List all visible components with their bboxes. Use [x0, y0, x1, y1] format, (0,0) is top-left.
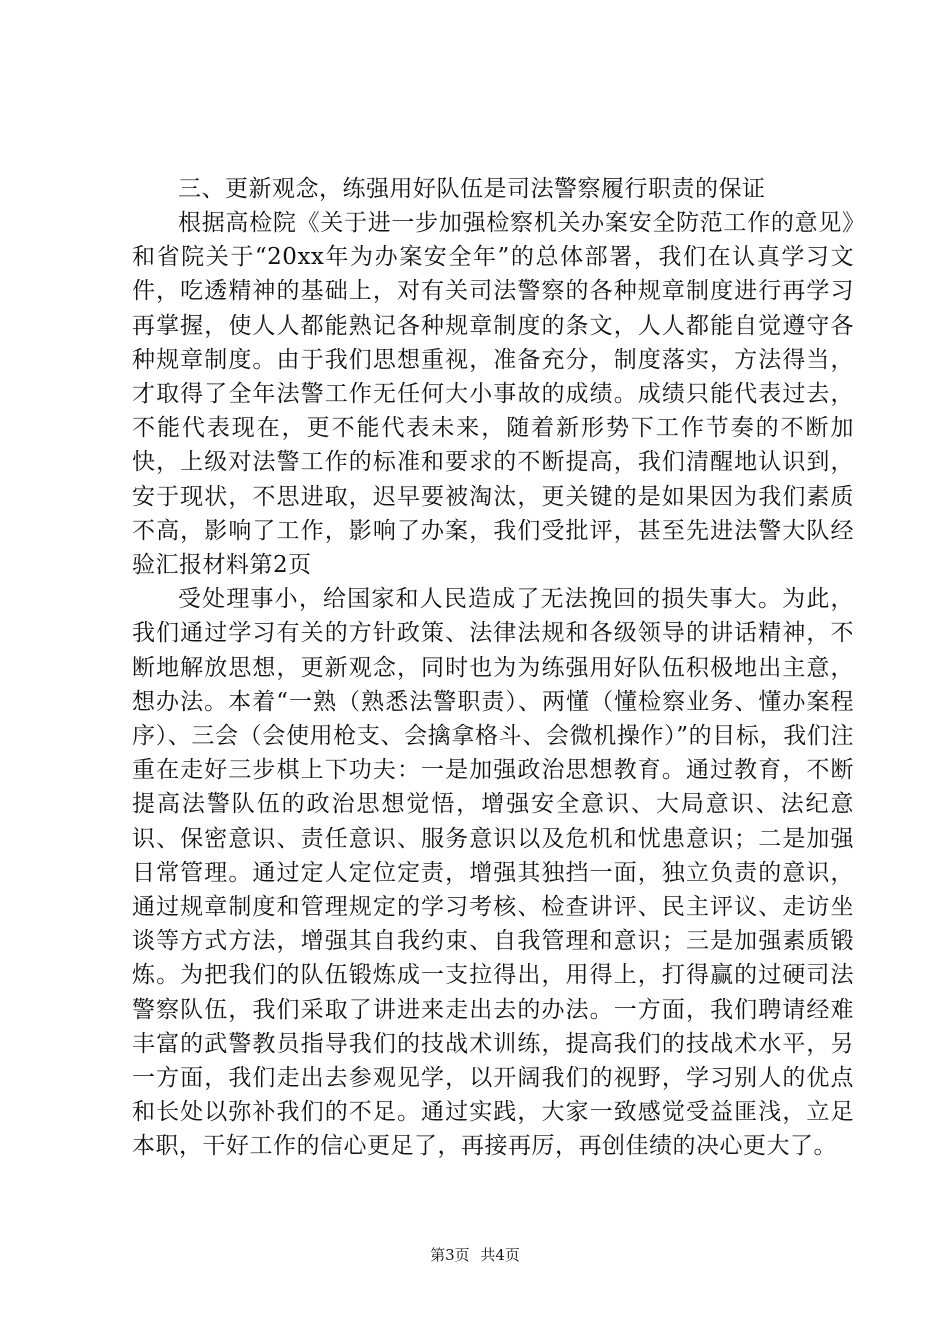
- page-number: 第3页: [430, 1246, 470, 1264]
- body-paragraph-2: 受处理事小，给国家和人民造成了无法挽回的损失事大。为此，我们通过学习有关的方针政策、法律法规和各级领导的讲话精神，不断地解放思想，更新观念，同时也为为练强用好队伍积极地出主意，想办法。本着“一熟（熟悉法警职责）、两懂（懂检察业务、懂办案程序）、三会（会使用枪支、会擒拿格斗、会微机操作）”的目标，我们注重在走好三步棋上下功夫：一是加强政治思想教育。通过教育，不断提高法警队伍的政治思想觉悟，增强安全意识、大局意识、法纪意识、保密意识、责任意识、服务意识以及危机和忧患意识；二是加强日常管理。通过定人定位定责，增强其独挡一面，独立负责的意识，通过规章制度和管理规定的学习考核、检查讲评、民主评议、走访坐谈等方式方法，增强其自我约束、自我管理和意识；三是加强素质锻炼。为把我们的队伍锻炼成一支拉得出，用得上，打得赢的过硬司法警察队伍，我们采取了讲进来走出去的办法。一方面，我们聘请经难丰富的武警教员指导我们的技战术训练，提高我们的技战术水平，另一方面，我们走出去参观见学，以开阔我们的视野，学习别人的优点和长处以弥补我们的不足。通过实践，大家一致感觉受益匪浅，立足本职，干好工作的信心更足了，再接再厉，再创佳绩的决心更大了。: [132, 586, 854, 1160]
- page-footer: [0, 1245, 950, 1265]
- body-paragraph-1: 根据高检院《关于进一步加强检察机关办案安全防范工作的意见》和省院关于“20xx年为办案安全年”的总体部署，我们在认真学习文件，吃透精神的基础上，对有关司法警察的各种规章制度进行再学习再掌握，使人人都能熟记各种规章制度的条文，人人都能自觉遵守各种规章制度。由于我们思想重视，准备充分，制度落实，方法得当，才取得了全年法警工作无任何大小事故的成绩。成绩只能代表过去，不能代表现在，更不能代表未来，随着新形势下工作节奏的不断加快，上级对法警工作的标准和要求的不断提高，我们清醒地认识到，安于现状，不思进取，迟早要被淘汰，更关键的是如果因为我们素质不高，影响了工作，影响了办案，我们受批评，甚至先进法警大队经验汇报材料第2页: [132, 210, 854, 579]
- section-heading: 三、更新观念，练强用好队伍是司法警察履行职责的保证: [178, 176, 766, 202]
- page-total: 共4页: [480, 1246, 520, 1264]
- document-body: [132, 172, 854, 1164]
